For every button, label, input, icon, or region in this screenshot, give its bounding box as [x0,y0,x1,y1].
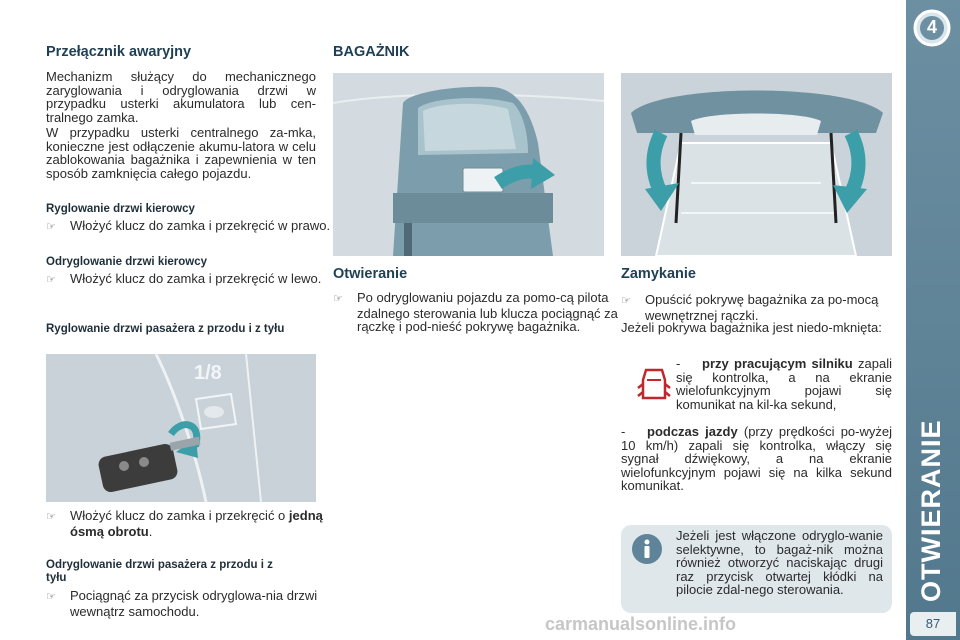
subtitle-lock-passenger: Ryglowanie drzwi pasażera z przodu i z tyłu [46,323,285,335]
subtitle-unlock-driver: Odryglowanie drzwi kierowcy [46,256,208,268]
instruction-end: . [148,523,153,539]
paragraph-failure: W przypadku usterki centralnego za-mka, konieczne jest odłączenie akumu-latora w celu zablokowania bagażnika i zapewnienia w ten sposób zamknięcia całego pojazdu. [46,125,316,181]
chapter-title-text: OTWIERANIE [916,419,946,602]
bullet-arrow-icon: ☞ [333,293,343,305]
detail-text: (przy prędkości po-wyżej 10 km/h) zapali się kontrolka, włączy się sygnał dźwiękowy, a na ekranie wielofunkcyjnym pojawi się na kilka sekund komunikat. [621,424,892,493]
instruction-lock-passenger [46,509,340,538]
detail-text: zapali się kontrolka, a na ekranie wielofunkcyjnym pojawi się komunikat na kil-ka sekund, [676,356,892,412]
subtitle-opening: Otwieranie [333,266,408,282]
key-door-illustration [46,354,316,502]
subtitle-unlock-passenger: Odryglowanie drzwi pasażera z przodu i z tyłu [46,559,273,584]
paragraph-intro: Mechanizm służący do mechanicznego zaryglowania i odryglowania drzwi w przypadku usterki akumulatora lub cen-tralnego zamka. [46,69,316,125]
instruction-text: Pociągnąć za przycisk odryglowa-nia drzwi wewnątrz samochodu. [70,588,318,619]
subtitle-lock-driver: Ryglowanie drzwi kierowcy [46,203,195,215]
paragraph-trunk-ajar: Jeżeli pokrywa bagażnika jest niedo-mknięta: [621,320,882,335]
detail-engine-running [676,357,892,411]
chapter-number: 4 [926,17,937,37]
bullet-arrow-icon: ☞ [46,221,56,233]
detail-emphasis: podczas jazdy [647,424,738,439]
instruction-text: Włożyć klucz do zamka i przekręcić w prawo. [70,218,331,233]
section-title-emergency-switch: Przełącznik awaryjny [46,44,192,60]
info-box [621,525,892,613]
figure-label-one-eighth: 1/8 [194,362,222,384]
detail-emphasis: przy pracującym silniku [702,356,853,371]
subtitle-closing: Zamykanie [621,266,696,282]
instruction-text: Włożyć klucz do zamka i przekręcić o [70,508,289,523]
watermark-text: carmanualsonline.info [545,614,737,634]
bullet-arrow-icon: ☞ [46,511,56,523]
figure-key-in-door [46,354,316,502]
info-icon [631,533,663,565]
instruction-unlock-driver [46,272,340,288]
bullet-arrow-icon: ☞ [46,274,56,286]
instruction-closing [621,293,915,322]
instruction-text: Włożyć klucz do zamka i przekręcić w lewo. [70,271,322,286]
detail-driving [621,425,892,493]
list-dash: - [621,424,626,439]
door-open-warning-icon [636,362,672,404]
bullet-arrow-icon: ☞ [46,591,56,603]
info-text: Jeżeli jest włączone odryglo-wanie selektywne, to bagaż-nik można również otworzyć naciskając drugi raz przycisk otwartej kłódki na pilocie zdal-nego sterowania. [676,528,883,597]
instruction-text: Opuścić pokrywę bagażnika za po-mocą wewnętrznej rączki. [645,292,879,323]
instruction-unlock-passenger [46,589,340,618]
instruction-text: Po odryglowaniu pojazdu za pomo-cą pilota zdalnego sterowania lub klucza pociągnąć za rączkę i pod-nieść pokrywę bagażnika. [357,290,618,334]
bullet-arrow-icon: ☞ [621,295,631,307]
instruction-lock-driver [46,219,340,235]
page-number: 87 [910,612,956,636]
car-rear-illustration [333,73,604,256]
trunk-interior-illustration [621,73,892,256]
section-title-trunk: BAGAŻNIK [333,44,410,60]
instruction-opening [333,291,627,334]
instruction-emphasis: jedną ósmą obrotu [70,508,323,539]
figure-trunk-closing [621,73,892,256]
chapter-badge [912,8,952,48]
list-dash: - [676,356,681,371]
figure-trunk-opening [333,73,604,256]
